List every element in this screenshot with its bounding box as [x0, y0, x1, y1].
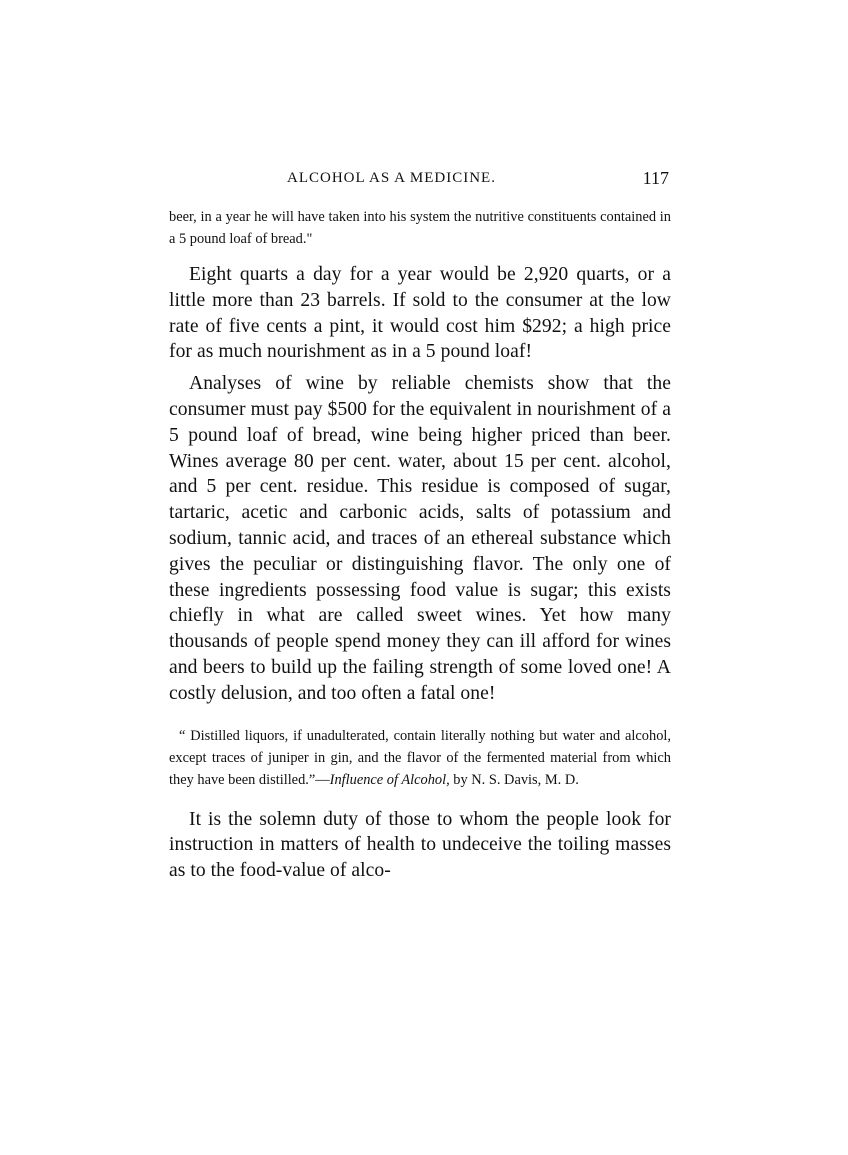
page-number: 117	[642, 168, 669, 188]
paragraph-wine-analysis: Analyses of wine by reliable chemists show that the consumer must pay $500 for the equivalent in nourishment of a 5 pound loaf of bread, wine being higher priced than beer. Wines average 80 per cent. water, about 15 per cent. alcohol, and 5 per cent. residue. This residue is composed of sugar, tartaric, acetic and carbonic acids, salts of potassium and sodium, tannic acid, and traces of an ethereal substance which gives the peculiar or distinguishing flavor. The only one of these ingredients possessing food value is sugar; this exists chiefly in what are called sweet wines. Yet how many thousands of people spend money they can ill afford for wines and beers to build up the failing strength of some loved one! A costly delusion, and too often a fatal one!	[169, 373, 671, 704]
page-header	[169, 170, 671, 196]
running-head: ALCOHOL AS A MEDICINE.	[287, 170, 496, 186]
quote-source-title: Influence of Alcohol,	[329, 771, 450, 788]
continued-quote: beer, in a year he will have taken into his system the nutritive constituents contained in a 5 pound loaf of bread."	[169, 209, 671, 247]
quote-source-author: by N. S. Davis, M. D.	[449, 771, 579, 788]
paragraph-beer-cost: Eight quarts a day for a year would be 2,920 quarts, or a little more than 23 barrels. If sold to the consumer at the low rate of five cents a pint, it would cost him $292; a high price for as much nourishment as in a 5 pound loaf!	[169, 264, 671, 363]
block-quote: “ Distilled liquors, if unadulterated, contain literally nothing but water and alcohol, except traces of juniper in gin, and the flavor of the fermented material from which they have been distilled.”—Influence of Alcohol, by N. S. Davis, M. D.	[169, 727, 671, 788]
book-page	[169, 170, 671, 884]
paragraph-solemn-duty: It is the solemn duty of those to whom the people look for instruction in matters of health to undeceive the toiling masses as to the food-value of alco-	[169, 808, 671, 882]
quote-text: “ Distilled liquors, if unadulterated, contain literally nothing but water and alcohol, except traces of juniper in gin, and the flavor of the fermented material from which they have been distilled.”	[169, 727, 671, 788]
